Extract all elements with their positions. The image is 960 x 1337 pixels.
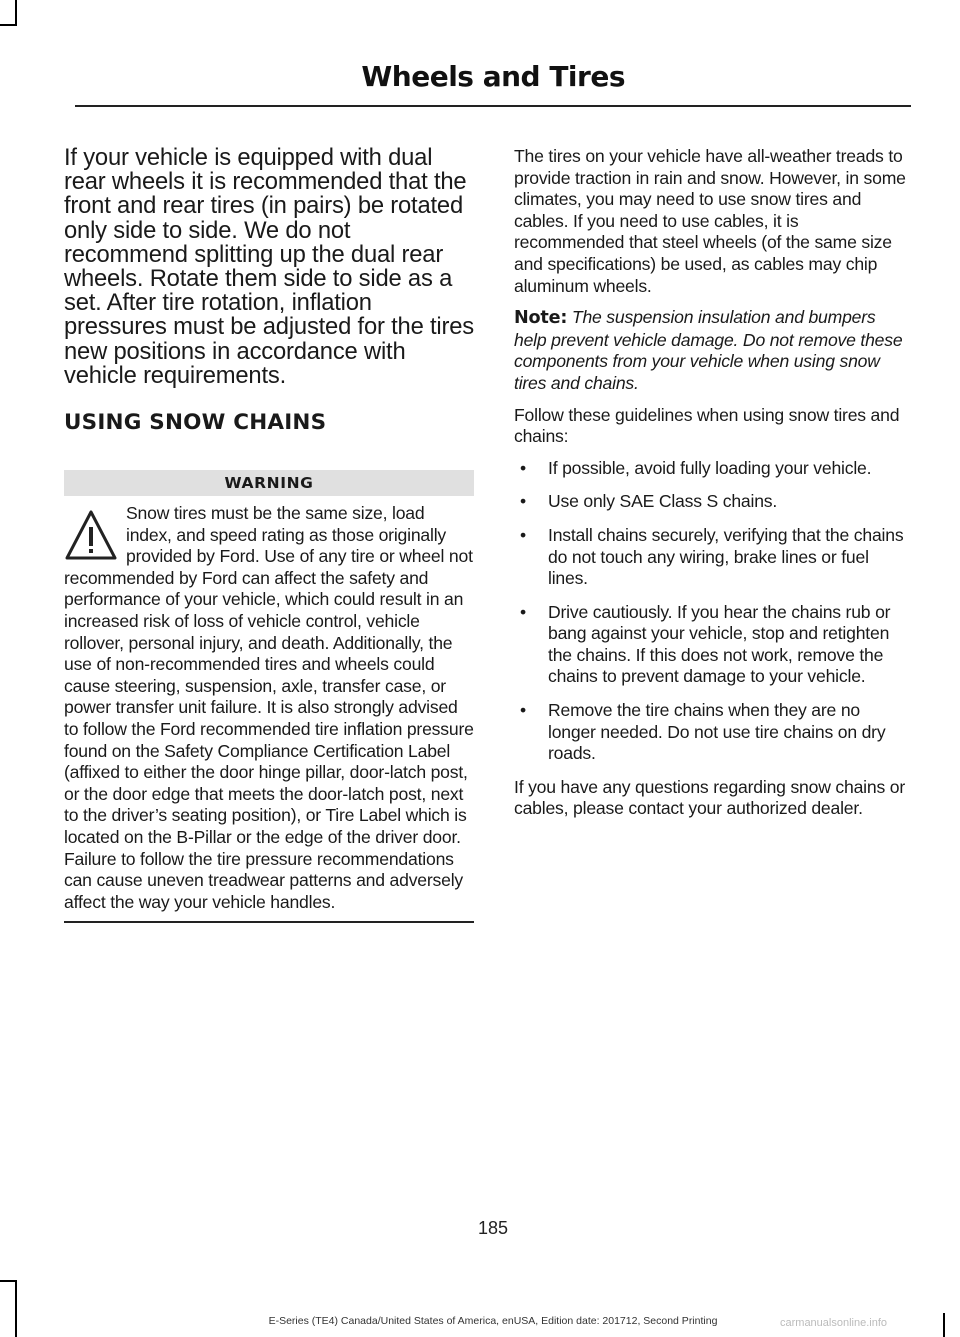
intro-paragraph: The tires on your vehicle have all-weather treads to provide traction in rain and snow. However, in some climates, you may need to use snow tires and cables. If you need to use cables, it is recommended that steel wheels (of the same size and specifications) be used, as cables may chip aluminum wheels.: [514, 146, 906, 296]
note-text: The suspension insulation and bumpers help prevent vehicle damage. Do not remove these components from your vehicle when using snow tires and chains.: [514, 307, 903, 393]
warning-text: Snow tires must be the same size, load index, and speed rating as those originally provided by Ford. Use of any tire or wheel not recommended by Ford can affect the safety and performance of your vehicle, which could result in an increased risk of loss of vehicle control, vehicle rollover, personal injury, and death. Additionally, the use of non-recommended tires and wheels could cause steering, suspension, axle, transfer case, or power transfer unit failure. It is also strongly advised to follow the Ford recommended tire inflation pressure found on the Safety Compliance Certification Label (affixed to either the door hinge pillar, door-latch post, or the door edge that meets the door-latch post, next to the driver’s seating position), or Tire Label which is located on the B-Pillar or the edge of the driver door. Failure to follow the tire pressure recommendations can cause uneven treadwear patterns and adversely affect the way your vehicle handles.: [64, 503, 474, 912]
list-item: [514, 458, 906, 480]
closing-paragraph: If you have any questions regarding snow chains or cables, please contact your authorized dealer.: [514, 776, 905, 819]
bullet-dot: •: [520, 700, 526, 721]
bullet-dot: •: [520, 457, 526, 478]
header-divider: [75, 105, 911, 107]
bullet-dot: •: [520, 601, 526, 622]
list-item: [514, 700, 906, 765]
bullet-dot: •: [520, 524, 526, 545]
crop-mark: [15, 1280, 17, 1337]
watermark: carmanualsonline.info: [780, 1317, 888, 1329]
crop-mark: [0, 24, 17, 26]
list-item-text: Drive cautiously. If you hear the chains rub or bang against your vehicle, stop and retighten the chains. If this does not work, remove the chains to prevent damage to your vehicle.: [548, 601, 891, 687]
list-item: [514, 602, 906, 688]
warning-triangle-icon: [64, 508, 118, 564]
bullet-dot: •: [520, 491, 526, 512]
guidelines-list: [514, 458, 906, 765]
note: [514, 307, 906, 394]
left-column: [64, 146, 474, 923]
right-column: [514, 146, 906, 830]
footer-text: E-Series (TE4) Canada/United States of America, enUSA, Edition date: 201712, Second Printing: [268, 1315, 718, 1327]
page-title: Wheels and Tires: [361, 60, 625, 93]
guidelines-intro: Follow these guidelines when using snow tires and chains:: [514, 404, 900, 447]
warning-box: [64, 503, 474, 913]
list-item-text: If possible, avoid fully loading your vehicle.: [548, 457, 872, 478]
lead-paragraph: If your vehicle is equipped with dual rear wheels it is recommended that the front and rear tires (in pairs) be rotated only side to side. We do not recommend splitting up the dual rear wheels. Rotate them side to side as a set. After tire rotation, inflation pressures must be adjusted for the tires new positions in accordance with vehicle requirements.: [64, 144, 474, 389]
crop-mark: [15, 0, 17, 26]
page-number: 185: [477, 1218, 509, 1238]
section-heading: USING SNOW CHAINS: [64, 410, 327, 436]
warning-label: WARNING: [64, 470, 474, 496]
list-item: [514, 525, 906, 590]
list-item-text: Remove the tire chains when they are no longer needed. Do not use tire chains on dry roads.: [548, 700, 886, 764]
list-item-text: Install chains securely, verifying that the chains do not touch any wiring, brake lines or fuel lines.: [548, 524, 904, 589]
crop-mark: [0, 1280, 17, 1282]
list-item: [514, 491, 906, 513]
warning-divider: [64, 921, 474, 923]
note-label: Note:: [514, 308, 568, 329]
list-item-text: Use only SAE Class S chains.: [548, 491, 778, 512]
